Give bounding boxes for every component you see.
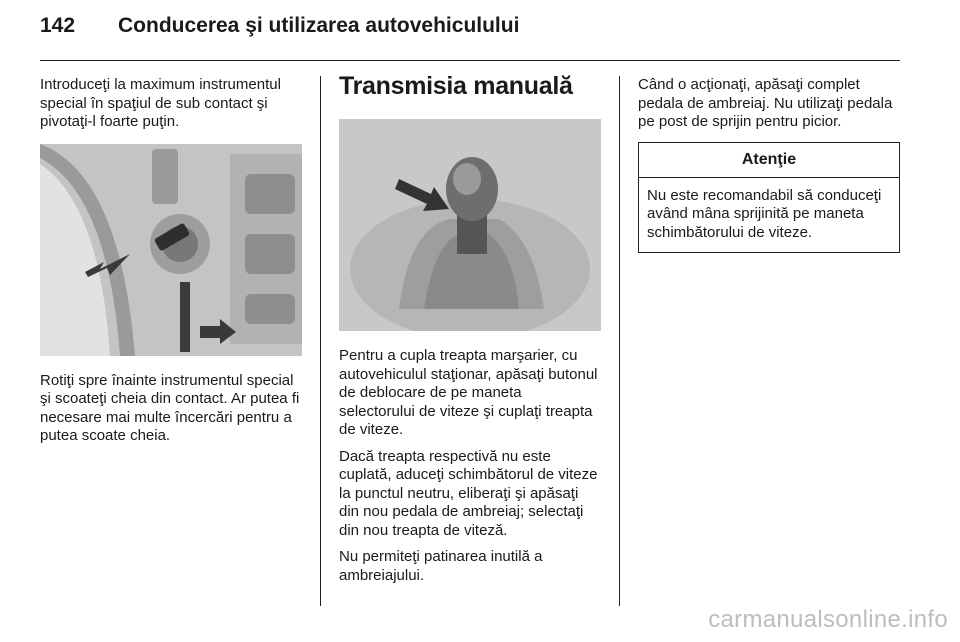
caution-box [638, 142, 900, 254]
gear-shift-illustration [339, 119, 601, 331]
page-number: 142 [40, 14, 76, 37]
ignition-key-illustration [40, 144, 302, 356]
column-3 [638, 76, 900, 253]
col2-paragraph-3: Nu permiteţi patinarea inutilă a ambreiajului. [339, 548, 543, 584]
col1-paragraph-2: Rotiţi spre înainte instrumentul special şi scoateţi cheia din contact. Ar putea fi necesare mai multe încercări pentru a putea scoate cheia. [40, 371, 300, 444]
column-divider-1 [320, 76, 321, 606]
column-2 [339, 72, 601, 593]
caution-title: Atenţie [639, 143, 899, 178]
section-title: Transmisia manuală [339, 72, 573, 100]
column-1 [40, 76, 302, 454]
col2-paragraph-2: Dacă treapta respectivă nu este cuplată, aduceţi schimbătorul de viteze la punctul neutru, eliberaţi şi apăsaţi din nou pedala de ambreiaj; selectaţi din nou treapta de viteză. [339, 447, 598, 539]
col1-paragraph-1: Introduceţi la maximum instrumentul special în spaţiul de sub contact şi pivotaţi-l foarte puţin. [40, 76, 281, 130]
column-divider-2 [619, 76, 620, 606]
watermark: carmanualsonline.info [708, 606, 948, 633]
page-header [40, 14, 519, 46]
col2-paragraph-1: Pentru a cupla treapta marşarier, cu autovehiculul staţionar, apăsaţi butonul de deblocare de pe maneta selectorului de viteze şi cuplaţi treapta de viteze. [339, 347, 598, 438]
header-rule [40, 60, 900, 61]
caution-body: Nu este recomandabil să conduceţi având mâna sprijinită pe maneta schimbătorului de viteze. [647, 186, 882, 241]
page-title: Conducerea şi utilizarea autovehiculului [118, 14, 520, 37]
col3-paragraph-1: Când o acţionaţi, apăsaţi complet pedala de ambreiaj. Nu utilizaţi pedala pe post de sprijin pentru picior. [638, 76, 893, 130]
